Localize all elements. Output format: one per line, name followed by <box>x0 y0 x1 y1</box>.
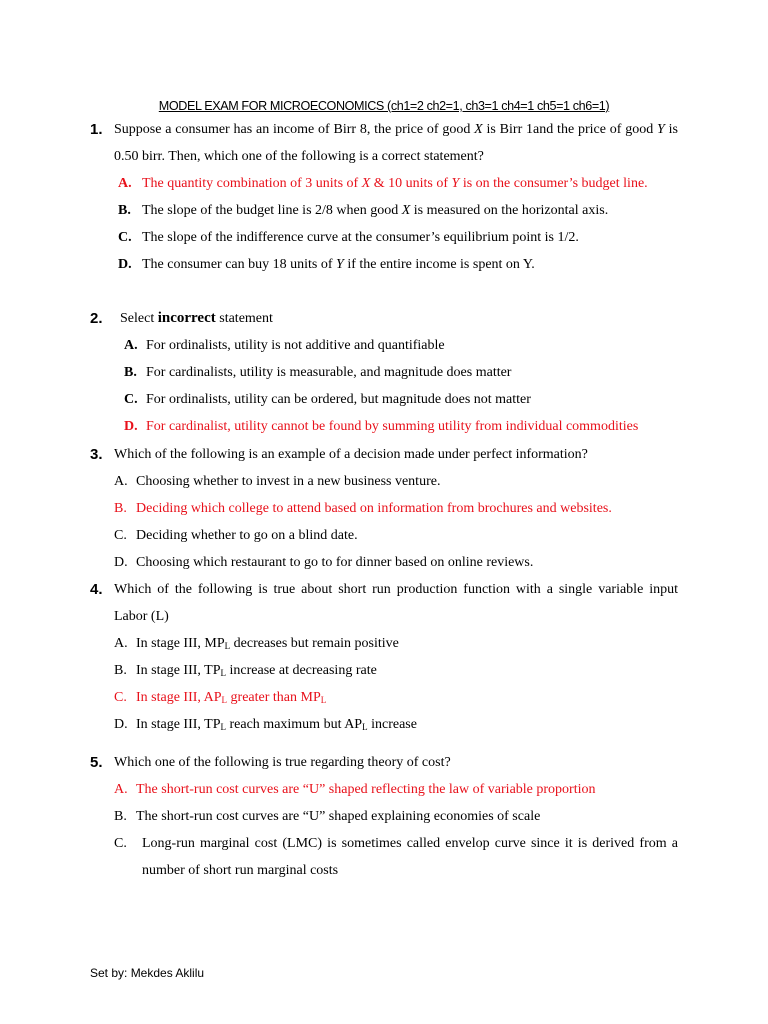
option-list <box>124 332 678 440</box>
question-number: 3. <box>90 446 103 463</box>
option-list <box>114 630 678 738</box>
question-number: 5. <box>90 754 103 771</box>
option-d: D. In stage III, $TP_L$ reach maximum but $AP_L$ increase <box>114 717 417 732</box>
question-text: Select incorrect statement <box>120 310 273 326</box>
question-3 <box>90 441 678 576</box>
option-list <box>118 170 678 278</box>
question-number: 4. <box>90 581 103 598</box>
option-list <box>114 468 678 576</box>
option-c: C. In stage III, $AP_L$ greater than $MP_L$ <box>114 690 327 705</box>
question-text: Which one of the following is true regarding theory of cost? <box>114 755 451 770</box>
option-a: A. In stage III, $MP_L$ decreases but remain positive <box>114 636 399 651</box>
question-text: Which of the following is an example of a decision made under perfect information? <box>114 447 588 462</box>
option-c: C. Long-run marginal cost (LMC) is sometimes called envelop curve since it is derived from a number of short run marginal costs <box>114 836 678 878</box>
option-b: B. In stage III, $TP_L$ increase at decreasing rate <box>114 663 377 678</box>
option-d: D. The consumer can buy 18 units of Y if the entire income is spent on Y. <box>118 257 535 272</box>
page-title: MODEL EXAM FOR MICROECONOMICS (ch1=2 ch2=1, ch3=1 ch4=1 ch5=1 ch6=1) <box>158 99 610 113</box>
option-c: C. For ordinalists, utility can be ordered, but magnitude does not matter <box>124 392 531 407</box>
option-a: A. For ordinalists, utility is not additive and quantifiable <box>124 338 445 353</box>
option-d: D. For cardinalist, utility cannot be found by summing utility from individual commodities <box>124 419 639 434</box>
option-b: B. The slope of the budget line is 2/8 when good X is measured on the horizontal axis. <box>118 203 609 218</box>
question-text: Which of the following is true about short run production function with a single variable input Labor (L) <box>114 582 678 624</box>
option-b: B. For cardinalists, utility is measurable, and magnitude does matter <box>124 365 512 380</box>
option-a: A. The quantity combination of 3 units of X & 10 units of Y is on the consumer’s budget line. <box>118 176 648 191</box>
option-c: C. The slope of the indifference curve at the consumer’s equilibrium point is 1/2. <box>118 230 579 245</box>
option-b: B. The short-run cost curves are “U” shaped explaining economies of scale <box>114 809 541 824</box>
question-number: 1. <box>90 121 103 138</box>
question-5 <box>90 749 678 884</box>
footer-author: Set by: Mekdes Aklilu <box>90 966 205 980</box>
option-c: C. Deciding whether to go on a blind date. <box>114 528 358 543</box>
question-4 <box>90 576 678 738</box>
option-b: B. Deciding which college to attend based on information from brochures and websites. <box>114 501 612 516</box>
question-1 <box>90 116 678 278</box>
question-2 <box>90 305 678 440</box>
option-list <box>114 776 678 884</box>
option-d: D. Choosing which restaurant to go to for dinner based on online reviews. <box>114 555 534 570</box>
question-text: Suppose a consumer has an income of Birr 8, the price of good X is Birr 1and the price of good Y is 0.50 birr. Then, which one of the following is a correct statement? <box>114 122 678 164</box>
option-a: A. The short-run cost curves are “U” shaped reflecting the law of variable proportion <box>114 782 596 797</box>
question-number: 2. <box>90 310 103 327</box>
option-a: A. Choosing whether to invest in a new business venture. <box>114 474 441 489</box>
